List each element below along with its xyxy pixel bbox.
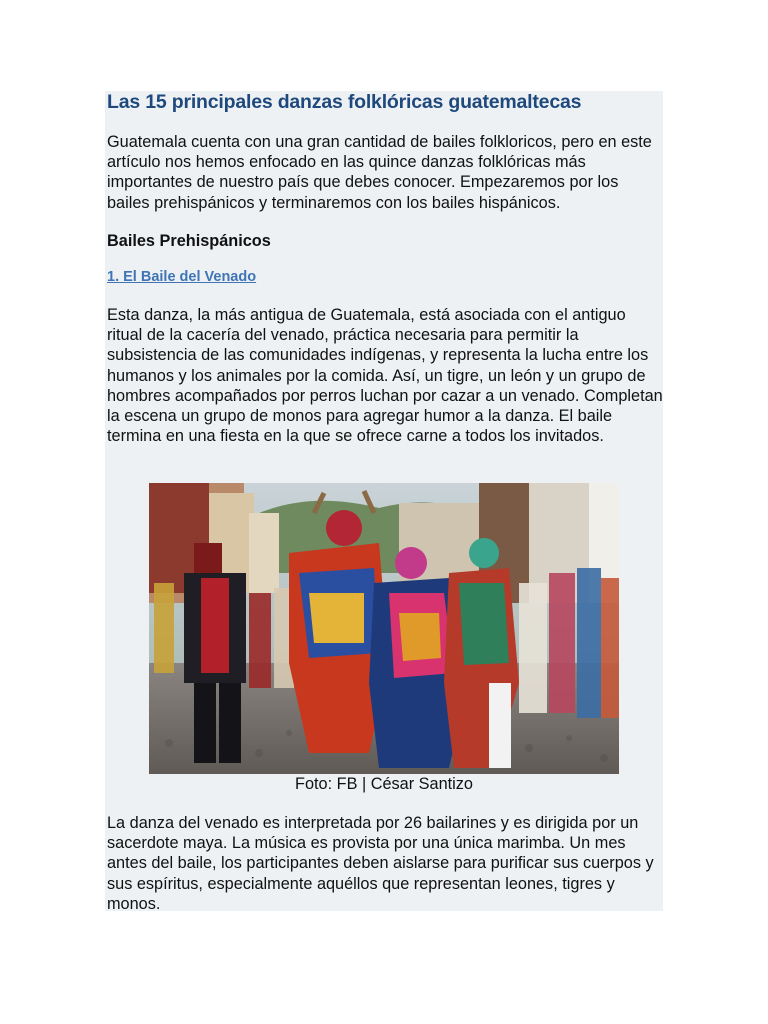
dance-photo — [149, 483, 619, 774]
intro-paragraph: Guatemala cuenta con una gran cantidad de bailes folkloricos, pero en este artículo nos hemos enfocado en las quince danzas folklóricas más importantes de nuestro país que debes conocer. Empezaremos por los bailes prehispánicos y terminaremos con los bailes hispánicos. — [107, 133, 652, 212]
dance-1-link[interactable]: 1. El Baile del Venado — [107, 269, 257, 285]
photo-caption: Foto: FB | César Santizo — [295, 775, 473, 793]
article-title: Las 15 principales danzas folklóricas guatemaltecas — [107, 91, 582, 113]
section-heading: Bailes Prehispánicos — [107, 232, 271, 250]
dance-1-description: Esta danza, la más antigua de Guatemala, está asociada con el antiguo ritual de la cacería del venado, práctica necesaria para permitir la subsistencia de las comunidades indígenas, y representa la lucha entre los humanos y los animales por la comida. Así, un tigre, un león y un grupo de hombres acompañados por perros luchan por cazar a un venado. Completan la escena un grupo de monos para agregar humor a la danza. El baile termina en una fiesta en la que se ofrece carne a todos los invitados. — [107, 306, 663, 446]
dance-1-details: La danza del venado es interpretada por 26 bailarines y es dirigida por un sacerdote maya. La música es provista por una única marimba. Un mes antes del baile, los participantes deben aislarse para purificar sus cuerpos y sus espíritus, especialmente aquéllos que representan leones, tigres y monos. — [107, 814, 654, 913]
